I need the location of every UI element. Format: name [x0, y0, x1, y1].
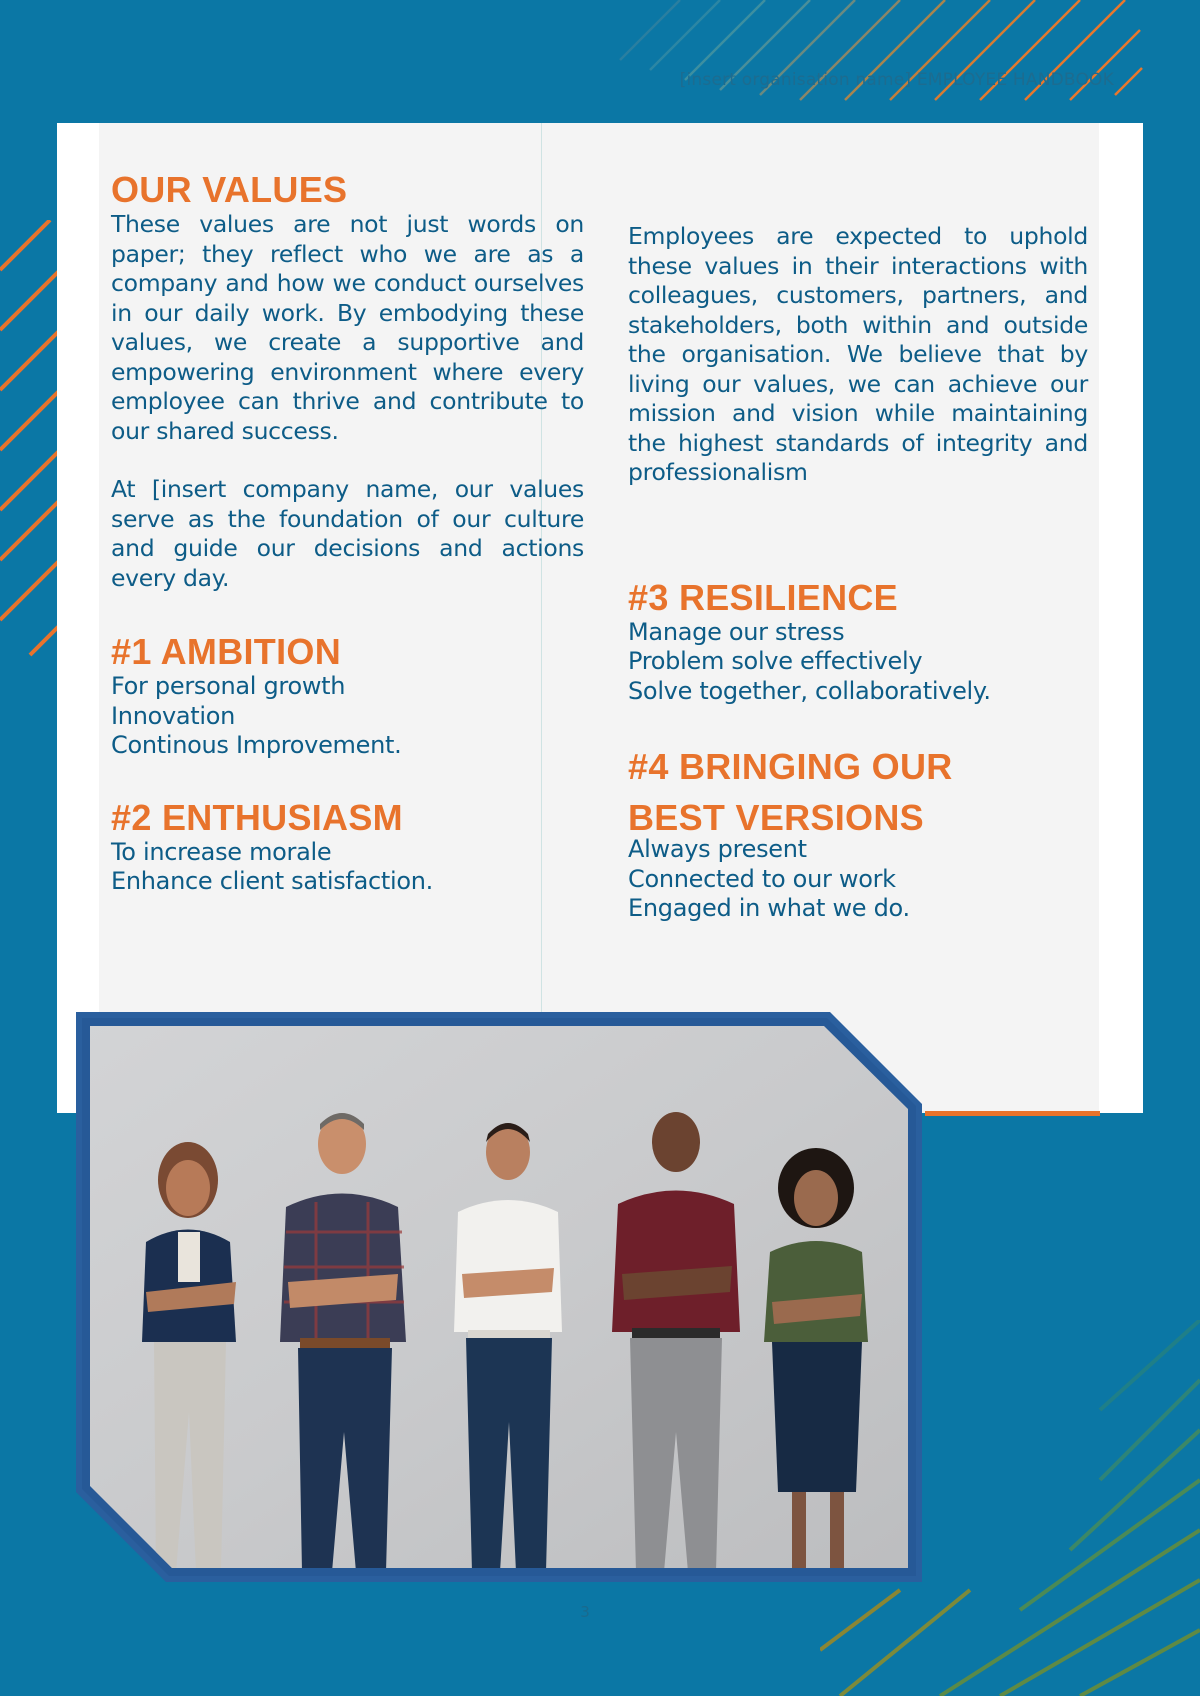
value-heading-enthusiasm: #2 ENTHUSIASM [111, 796, 403, 838]
value-heading-best-versions [628, 741, 1088, 843]
heading-line: #4 BRINGING OUR [628, 746, 953, 787]
list-item: Manage our stress [628, 617, 845, 646]
accent-rule [925, 1111, 1100, 1116]
top-right-stripes-decoration [600, 0, 1200, 110]
list-item: Continous Improvement. [111, 731, 402, 759]
page-number: 3 [580, 1603, 590, 1621]
value-heading-ambition: #1 AMBITION [111, 631, 341, 672]
page-title: OUR VALUES [111, 169, 348, 210]
list-item: Solve together, collaboratively. [628, 676, 991, 705]
ambition-list [111, 672, 584, 761]
value-heading-resilience: #3 RESILIENCE [628, 576, 898, 618]
left-stripes-decoration [0, 220, 60, 660]
heading-line: BEST VERSIONS [628, 797, 924, 838]
best-versions-list [628, 835, 1088, 924]
enthusiasm-list [111, 838, 584, 897]
list-item: Innovation [111, 701, 236, 730]
list-item: Connected to our work [628, 864, 896, 893]
list-item: To increase morale [111, 837, 332, 866]
right-column [628, 222, 1088, 924]
list-item: Engaged in what we do. [628, 894, 910, 922]
culture-paragraph: At [insert company name, our values serve as the foundation of our culture and guide our decisions and actions every day. [111, 475, 584, 592]
intro-paragraph: These values are not just words on paper; they reflect who we are as a company and how we conduct ourselves in our daily work. By embodying these values, we create a supportive and empowering environment where every employee can thrive and contribute to our shared success. [111, 210, 584, 445]
handbook-header: [insert organisation name] EMPLOYEE HANDBOOK [679, 70, 1114, 90]
left-column [111, 168, 584, 897]
list-item: Problem solve effectively [628, 647, 923, 675]
list-item: Enhance client satisfaction. [111, 867, 433, 895]
list-item: Always present [628, 835, 807, 863]
expectations-paragraph: Employees are expected to uphold these values in their interactions with colleagues, customers, partners, and stakeholders, both within and outside the organisation. We believe that by living our values, we can achieve our mission and vision while maintaining the highest standards of integrity and professionalism [628, 222, 1088, 486]
team-photo [76, 1012, 924, 1582]
resilience-list [628, 618, 1088, 707]
list-item: For personal growth [111, 672, 346, 700]
